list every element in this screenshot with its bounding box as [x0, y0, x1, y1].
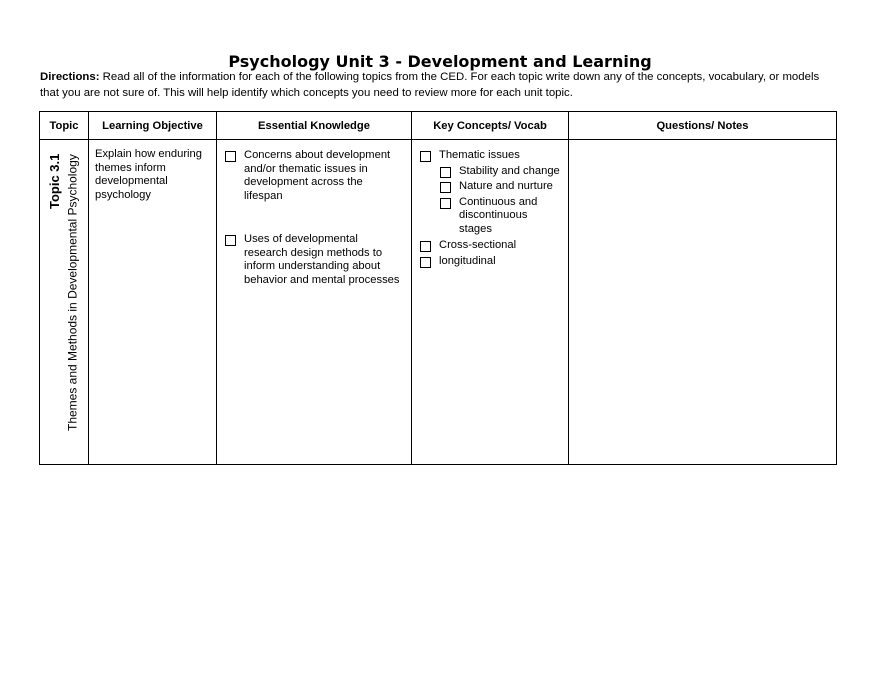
topic-label: [48, 154, 80, 444]
checkbox[interactable]: [225, 235, 236, 246]
table-row: [40, 140, 837, 465]
directions-text: Read all of the information for each of the following topics from the CED. For each topic write down any of the concepts, vocabulary, or models that you are not sure of. This will help identify which concepts you need to review more for each unit topic.: [40, 71, 820, 99]
kc-subitem: [440, 180, 560, 194]
checkbox[interactable]: [225, 151, 236, 162]
ek-item-label: Uses of developmental research design methods to inform understanding about behavior and mental processes: [244, 233, 400, 286]
ek-item-label: Concerns about development and/or thematic issues in development across the lifespan: [244, 149, 391, 202]
checkbox[interactable]: [440, 167, 451, 178]
checkbox[interactable]: [420, 241, 431, 252]
table-header-row: [40, 112, 837, 140]
ek-item: [225, 233, 403, 287]
key-concepts-cell: [412, 140, 569, 465]
topic-title: Themes and Methods in Developmental Psychology: [65, 154, 80, 431]
checkbox[interactable]: [420, 257, 431, 268]
ek-item: [225, 149, 403, 203]
checkbox[interactable]: [440, 198, 451, 209]
checkbox[interactable]: [420, 151, 431, 162]
learning-objective-text: Explain how enduring themes inform developmental psychology: [95, 148, 202, 201]
header-questions-notes: Questions/ Notes: [569, 112, 837, 140]
kc-item: [420, 149, 560, 163]
kc-subitem-label: Continuous and discontinuous stages: [459, 195, 538, 235]
kc-subitem: [440, 165, 560, 179]
kc-sublist: [420, 165, 560, 237]
kc-subitem: [440, 196, 560, 237]
checkbox[interactable]: [440, 182, 451, 193]
header-key-concepts: Key Concepts/ Vocab: [412, 112, 569, 140]
kc-item-label: Cross-sectional: [439, 239, 517, 251]
learning-objective-cell: [89, 140, 217, 465]
topics-table: [39, 111, 837, 465]
questions-notes-cell[interactable]: [569, 140, 837, 465]
page-title: Psychology Unit 3 - Development and Learning: [228, 52, 652, 71]
header-topic: Topic: [40, 112, 89, 140]
essential-knowledge-cell: [217, 140, 412, 465]
kc-item: [420, 255, 560, 269]
directions-label: Directions:: [40, 71, 100, 83]
kc-item-label: longitudinal: [439, 254, 496, 267]
kc-subitem-label: Nature and nurture: [459, 180, 553, 192]
header-learning-objective: Learning Objective: [89, 112, 217, 140]
kc-subitem-label: Stability and change: [459, 164, 560, 177]
topic-cell: [40, 140, 89, 465]
kc-item-label: Thematic issues: [439, 149, 520, 161]
topic-number: Topic 3.1: [47, 154, 62, 210]
directions: [40, 70, 840, 101]
header-essential-knowledge: Essential Knowledge: [217, 112, 412, 140]
kc-item: [420, 239, 560, 253]
